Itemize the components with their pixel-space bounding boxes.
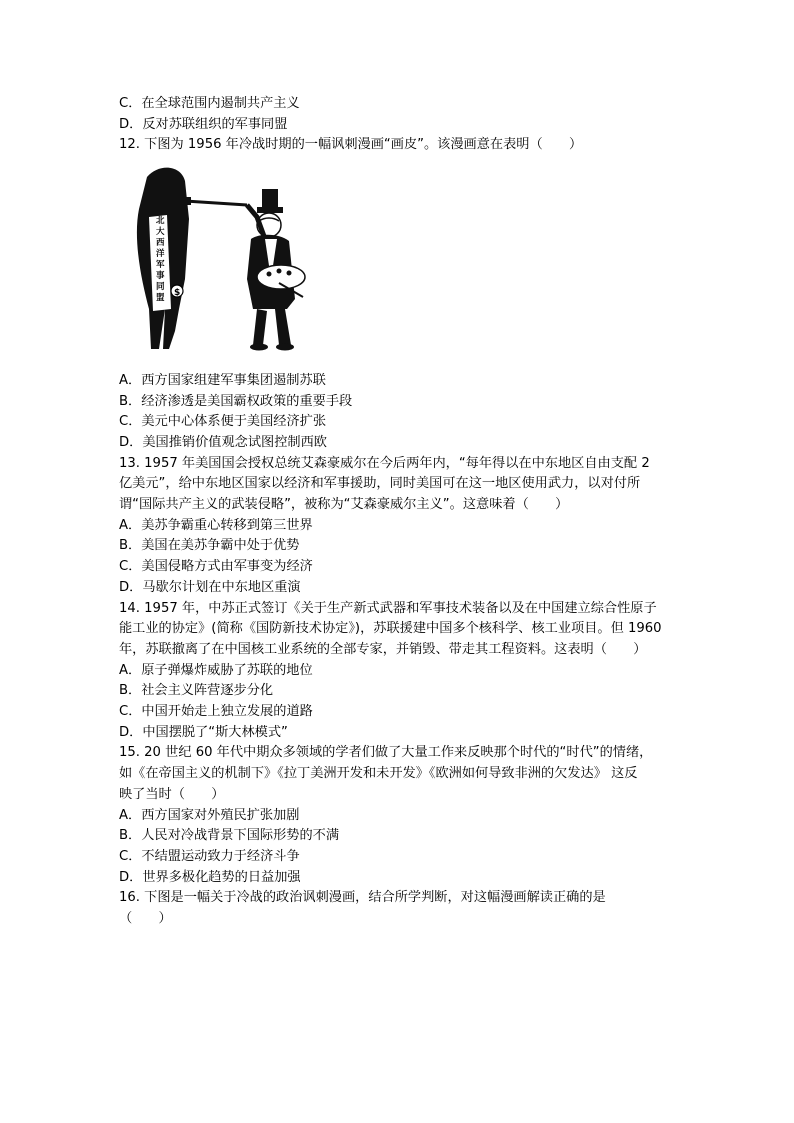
q15-stem-line: 如《在帝国主义的机制下》《拉丁美洲开发和未开发》《欧洲如何导致非洲的欠发达》 这反 [119,766,638,782]
question-content [119,94,679,930]
q13-option-a: A．美苏争霸重心转移到第三世界 [119,517,313,533]
q16-stem-line: （ ） [119,911,172,927]
q15-option-c: C．不结盟运动致力于经济斗争 [119,848,300,864]
q15-stem-line: 15. 20 世纪 60 年代中期众多领域的学者们做了大量工作来反映那个时代的“时代”的情绪， [119,745,653,761]
q13-option-c: C．美国侵略方式由军事变为经济 [119,559,313,575]
svg-text:大: 大 [156,227,165,238]
svg-text:洋: 洋 [156,249,165,260]
q12-option-c: C．美元中心体系便于美国经济扩张 [119,414,327,430]
q13-option-b: B．美国在美苏争霸中处于优势 [119,538,300,554]
q15-option-a: A．西方国家对外殖民扩张加剧 [119,807,300,823]
q15-stem-line: 映了当时（ ） [119,786,225,802]
q13-option-d: D．马歇尔计划在中东地区重演 [119,579,301,595]
q14-option-d: D．中国摆脱了“斯大林模式” [119,724,288,740]
q14-option-b: B．社会主义阵营逐步分化 [119,683,274,699]
svg-text:北: 北 [156,216,165,227]
q13-stem-line: 亿美元”，给中东地区国家以经济和军事援助，同时美国可在这一地区使用武力，以对付所 [119,476,641,492]
svg-text:$: $ [174,288,181,299]
svg-text:事: 事 [156,271,165,282]
q15-option-d: D．世界多极化趋势的日益加强 [119,869,301,885]
q12-option-d: D．美国推销价值观念试图控制西欧 [119,434,327,450]
q12-option-a: A．西方国家组建军事集团遏制苏联 [119,372,326,388]
q16-stem-line: 16. 下图是一幅关于冷战的政治讽刺漫画，结合所学判断，对这幅漫画解读正确的是 [119,890,606,906]
svg-text:同: 同 [156,282,165,293]
q11-option-c: C．在全球范围内遏制共产主义 [119,96,300,111]
q11-option-d: D．反对苏联组织的军事同盟 [119,116,288,132]
q12-option-b: B．经济渗透是美国霸权政策的重要手段 [119,393,353,409]
q13-stem-line: 13. 1957 年美国国会授权总统艾森豪威尔在今后两年内，“每年得以在中东地区自由支配 2 [119,455,650,471]
q14-option-c: C．中国开始走上独立发展的道路 [119,704,313,720]
svg-text:西: 西 [156,238,165,249]
q14-stem-line: 年，苏联撤离了在中国核工业系统的全部专家，并销毁、带走其工程资料。这表明（ ） [119,641,647,657]
q14-stem-line: 14. 1957 年，中苏正式签订《关于生产新式武器和军事技术装备以及在中国建立综合性原子 [119,600,657,616]
q14-stem-line: 能工业的协定》(简称《国防新技术协定》)，苏联援建中国多个核科学、核工业项目。但 1960 [119,621,662,637]
cartoon-painted-skin [119,159,319,359]
svg-text:盟: 盟 [156,293,165,304]
svg-text:军: 军 [156,260,165,271]
q14-option-a: A．原子弹爆炸威胁了苏联的地位 [119,662,313,678]
q15-option-b: B．人民对冷战背景下国际形势的不满 [119,828,340,844]
q12-stem: 12. 下图为 1956 年冷战时期的一幅讽刺漫画“画皮”。该漫画意在表明（ ） [119,137,583,153]
q13-stem-line: 谓“国际共产主义的武装侵略”，被称为“艾森豪威尔主义”。这意味着（ ） [119,497,569,513]
